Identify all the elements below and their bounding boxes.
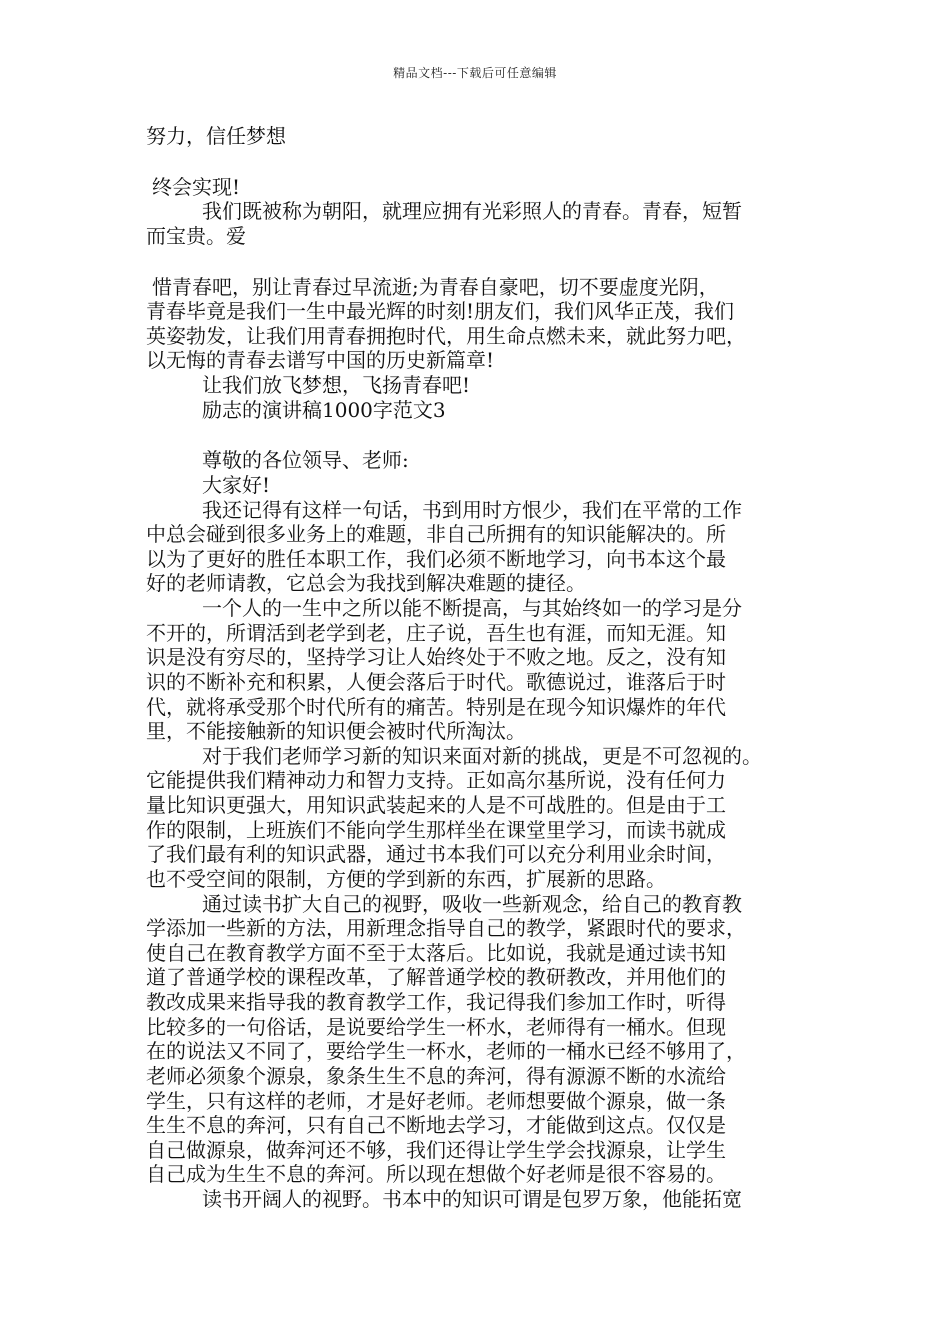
text-line: 比较多的一句俗话，是说要给学生一杯水，老师得有一桶水。但现 bbox=[146, 1015, 726, 1039]
text-line: 好的老师请教，它总会为我找到解决难题的捷径。 bbox=[146, 571, 586, 595]
text-line: 读书开阔人的视野。书本中的知识可谓是包罗万象，他能拓宽 bbox=[202, 1187, 742, 1211]
text-line: 英姿勃发，让我们用青春拥抱时代，用生命点燃未来，就此努力吧， bbox=[146, 324, 746, 348]
text-line: 识是没有穷尽的，坚持学习让人始终处于不败之地。反之，没有知 bbox=[146, 645, 726, 669]
text-line: 惜青春吧，别让青春过早流逝;为青春自豪吧，切不要虚度光阴， bbox=[152, 275, 719, 299]
text-line: 作的限制，上班族们不能向学生那样坐在课堂里学习，而读书就成 bbox=[146, 818, 726, 842]
text-line: 让我们放飞梦想，飞扬青春吧! bbox=[202, 373, 471, 397]
text-line: 对于我们老师学习新的知识来面对新的挑战，更是不可忽视的。 bbox=[202, 744, 762, 768]
text-line: 在的说法又不同了，要给学生一杯水，老师的一桶水已经不够用了， bbox=[146, 1039, 746, 1063]
salutation: 尊敬的各位领导、老师: bbox=[202, 448, 409, 472]
text-line: 了我们最有利的知识武器，通过书本我们可以充分利用业余时间， bbox=[146, 842, 726, 866]
text-line: 教改成果来指导我的教育教学工作，我记得我们参加工作时，听得 bbox=[146, 990, 726, 1014]
text-line: 它能提供我们精神动力和智力支持。正如高尔基所说，没有任何力 bbox=[146, 768, 726, 792]
text-line: 生生不息的奔河，只有自己不断地去学习，才能做到这点。仅仅是 bbox=[146, 1113, 726, 1137]
text-line: 以无悔的青春去谱写中国的历史新篇章! bbox=[146, 348, 495, 372]
text-line: 青春毕竟是我们一生中最光辉的时刻!朋友们，我们风华正茂，我们 bbox=[146, 299, 735, 323]
text-line: 不开的，所谓活到老学到老，庄子说，吾生也有涯，而知无涯。知 bbox=[146, 621, 726, 645]
text-line: 一个人的一生中之所以能不断提高，与其始终如一的学习是分 bbox=[202, 596, 742, 620]
text-line: 里，不能接触新的知识便会被时代所淘汰。 bbox=[146, 719, 526, 743]
text-line: 而宝贵。爱 bbox=[146, 224, 246, 248]
text-line: 老师必须象个源泉，象条生生不息的奔河，得有源源不断的水流给 bbox=[146, 1064, 726, 1088]
text-line: 道了普通学校的课程改革，了解普通学校的教研教改，并用他们的 bbox=[146, 965, 726, 989]
text-line: 我还记得有这样一句话，书到用时方恨少，我们在平常的工作 bbox=[202, 498, 742, 522]
text-line: 识的不断补充和积累，人便会落后于时代。歌德说过，谁落后于时 bbox=[146, 670, 726, 694]
page-header: 精品文档---下载后可任意编辑 bbox=[393, 66, 557, 80]
text-line: 中总会碰到很多业务上的难题，非自己所拥有的知识能解决的。所 bbox=[146, 522, 726, 546]
text-line: 我们既被称为朝阳，就理应拥有光彩照人的青春。青春，短暂 bbox=[202, 199, 742, 223]
text-line: 学生，只有这样的老师，才是好老师。老师想要做个源泉，做一条 bbox=[146, 1089, 726, 1113]
text-line: 也不受空间的限制，方便的学到新的东西，扩展新的思路。 bbox=[146, 867, 666, 891]
text-line: 代，就将承受那个时代所有的痛苦。特别是在现今知识爆炸的年代 bbox=[146, 695, 726, 719]
document-title: 努力，信任梦想 bbox=[146, 124, 286, 148]
text-line: 通过读书扩大自己的视野，吸收一些新观念，给自己的教育教 bbox=[202, 892, 742, 916]
text-line: 自己成为生生不息的奔河。所以现在想做个好老师是很不容易的。 bbox=[146, 1162, 726, 1186]
text-line: 使自己在教育教学方面不至于太落后。比如说，我就是通过读书知 bbox=[146, 941, 726, 965]
text-line: 终会实现! bbox=[152, 175, 241, 199]
text-line: 自己做源泉，做奔河还不够，我们还得让学生学会找源泉，让学生 bbox=[146, 1138, 726, 1162]
text-line: 量比知识更强大，用知识武装起来的人是不可战胜的。但是由于工 bbox=[146, 793, 726, 817]
greeting: 大家好! bbox=[202, 473, 271, 497]
section-heading: 励志的演讲稿1000字范文3 bbox=[202, 398, 446, 422]
text-line: 学添加一些新的方法，用新理念指导自己的教学，紧跟时代的要求， bbox=[146, 916, 746, 940]
text-line: 以为了更好的胜任本职工作，我们必须不断地学习，向书本这个最 bbox=[146, 547, 726, 571]
